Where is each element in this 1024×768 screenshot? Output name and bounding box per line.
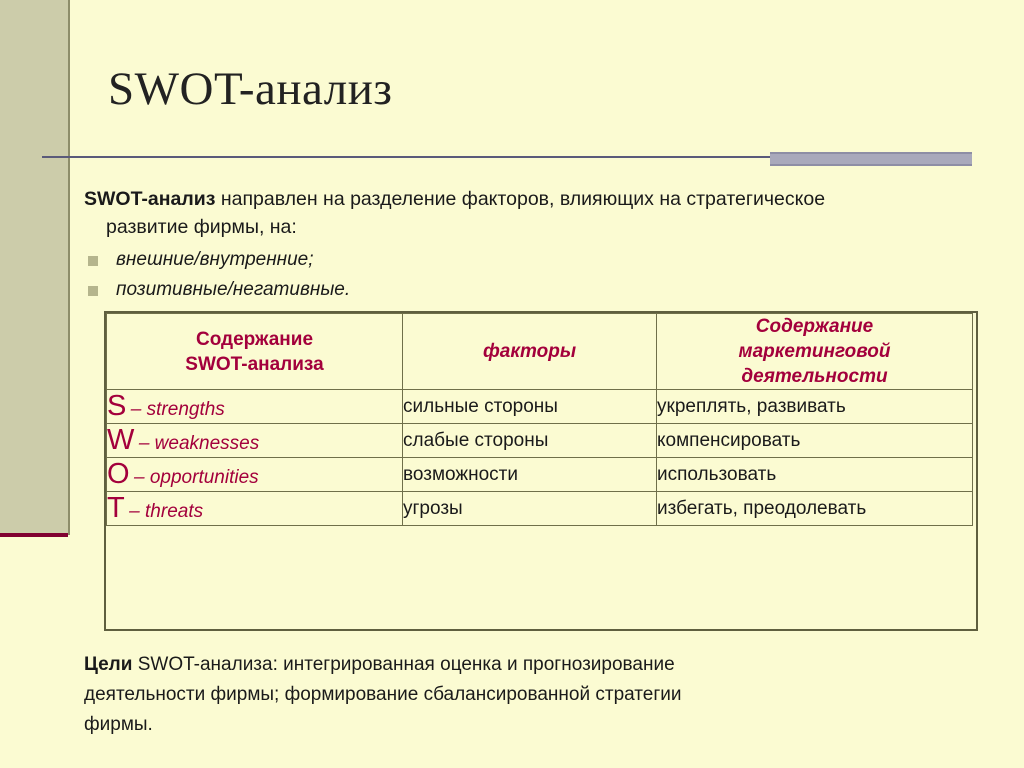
table-cell-factor: угрозы (403, 492, 657, 526)
intro-second-line: развитие фирмы, на: (106, 216, 297, 238)
table-cell-letter (107, 458, 403, 492)
table-header-cell-content (107, 314, 403, 390)
intro-lead: SWOT-анализ (84, 188, 216, 210)
footer-line-2: деятельности фирмы; формирование сбалансированной стратегии (84, 684, 682, 705)
table-cell-factor: возможности (403, 458, 657, 492)
list-item-label: внешние/внутренние; (116, 249, 314, 270)
swot-word: – threats (129, 501, 204, 522)
list-item (88, 248, 788, 272)
decorative-left-band-rule (0, 533, 68, 537)
table-cell-factor: слабые стороны (403, 424, 657, 458)
footer-line-1: SWOT-анализа: интегрированная оценка и прогнозирование (132, 654, 675, 675)
square-bullet-icon (88, 256, 98, 266)
swot-table (106, 313, 973, 526)
square-bullet-icon (88, 286, 98, 296)
table-cell-letter (107, 424, 403, 458)
swot-word: – strengths (130, 399, 225, 420)
table-cell-factor: сильные стороны (403, 390, 657, 424)
table-row (107, 458, 973, 492)
swot-letter: W (107, 424, 135, 456)
swot-letter: O (107, 458, 130, 490)
decorative-left-band (0, 0, 70, 535)
footer-line-3: фирмы. (84, 714, 153, 735)
table-header-line: SWOT-анализа (185, 353, 324, 375)
table-cell-marketing: использовать (657, 458, 973, 492)
intro-rest: направлен на разделение факторов, влияющих на стратегическое (215, 188, 826, 210)
page-title: SWOT-анализ (108, 63, 393, 115)
swot-word: – opportunities (134, 467, 259, 488)
table-cell-marketing: укреплять, развивать (657, 390, 973, 424)
table-cell-marketing: избегать, преодолевать (657, 492, 973, 526)
footer-lead: Цели (84, 654, 133, 675)
list-item (88, 278, 788, 302)
table-row (107, 492, 973, 526)
swot-letter: T (107, 492, 125, 524)
table-header-cell-marketing (657, 314, 973, 390)
table-header-line: Содержание (755, 316, 874, 337)
table-header-line: деятельности (741, 366, 888, 387)
list-item-label: позитивные/негативные. (116, 279, 351, 300)
table-cell-letter (107, 492, 403, 526)
intro-paragraph (84, 185, 974, 241)
table-header-cell-factors: факторы (403, 314, 657, 390)
swot-letter: S (107, 390, 127, 422)
table-header-line: Содержание (195, 328, 314, 350)
table-row (107, 390, 973, 424)
table-cell-marketing: компенсировать (657, 424, 973, 458)
table-header-line: маркетинговой (738, 341, 891, 362)
table-row (107, 424, 973, 458)
table-header-row (107, 314, 973, 390)
title-divider-accent (770, 152, 972, 166)
footer-paragraph (84, 650, 964, 740)
swot-word: – weaknesses (138, 433, 260, 454)
bullet-list (88, 248, 788, 308)
table-cell-letter (107, 390, 403, 424)
